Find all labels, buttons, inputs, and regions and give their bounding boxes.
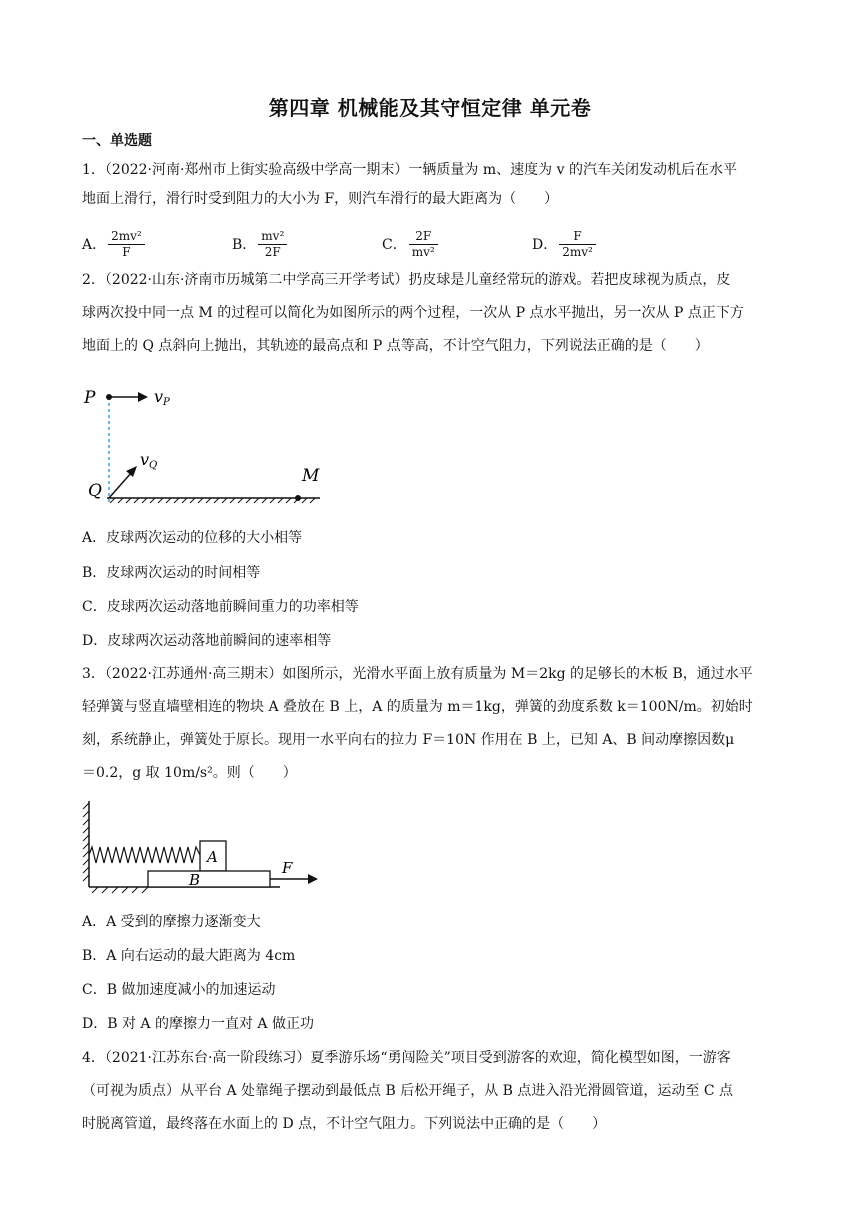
spring (89, 847, 200, 863)
q2-line-3: 地面上的 Q 点斜向上抛出，其轨迹的最高点和 P 点等高，不计空气阻力，下列说法正确的是（ ） (82, 338, 709, 354)
board-b (148, 871, 270, 887)
q1-option-c[interactable]: C． $\frac{2F}{\text{mv²}}$ (382, 224, 438, 264)
q3-line-4: ＝0.2，g 取 10m/s²。则（ ） (82, 765, 297, 781)
q3-line-2: 轻弹簧与竖直墙壁相连的物块 A 叠放在 B 上，A 的质量为 m＝1kg，弹簧的劲度系数 k＝100N/m。初始时 (82, 699, 753, 715)
label-vp: vP (154, 387, 170, 408)
wall-hatch (83, 803, 89, 881)
label-f: F (282, 859, 293, 877)
q3-option-d[interactable]: D．B 对 A 的摩擦力一直对 A 做正功 (82, 1016, 314, 1032)
vp-arrowhead (138, 392, 148, 402)
q1-option-d[interactable]: D． $\frac{F}{\text{2mv²}}$ (532, 224, 596, 264)
fraction: $\frac{2F}{\text{mv²}}$ (409, 229, 438, 260)
q2-option-c[interactable]: C．皮球两次运动落地前瞬间重力的功率相等 (82, 599, 359, 615)
label-q: Q (88, 481, 102, 501)
q1-option-b[interactable]: B． $\frac{\text{mv²}}{2F}$ (232, 224, 287, 264)
label-vq: vQ (140, 450, 158, 471)
fraction: $\frac{\text{mv²}}{2F}$ (258, 229, 287, 260)
q3-option-a[interactable]: A．A 受到的摩擦力逐渐变大 (82, 914, 261, 930)
page-title: 第四章 机械能及其守恒定律 单元卷 (268, 96, 592, 120)
q3-line-3: 刻，系统静止，弹簧处于原长。现用一水平向右的拉力 F＝10N 作用在 B 上，已知 A、B 间动摩擦因数μ (82, 732, 735, 748)
floor-hatch (92, 887, 148, 893)
fraction: $\frac{F}{\text{2mv²}}$ (559, 229, 596, 260)
q1-options (82, 224, 782, 264)
q4-line-2: （可视为质点）从平台 A 处靠绳子摆动到最低点 B 后松开绳子，从 B 点进入沿光滑圆管道，运动至 C 点 (82, 1083, 733, 1099)
q3-line-1: 3．（2022·江苏通州·高三期末）如图所示，光滑水平面上放有质量为 M＝2kg 的足够长的木板 B，通过水平 (82, 666, 753, 682)
vq-arrowhead (126, 466, 137, 477)
q3-option-c[interactable]: C．B 做加速度减小的加速运动 (82, 982, 276, 998)
q2-option-d[interactable]: D．皮球两次运动落地前瞬间的速率相等 (82, 633, 332, 649)
label-a: A (207, 848, 218, 866)
q3-figure (80, 795, 340, 895)
q3-option-b[interactable]: B．A 向右运动的最大距离为 4cm (82, 948, 296, 964)
vq-arrow (109, 472, 132, 498)
q2-figure (80, 355, 340, 515)
q2-line-1: 2．（2022·山东·济南市历城第二中学高三开学考试）扔皮球是儿童经常玩的游戏。若把皮球视为质点，皮 (82, 272, 731, 288)
q4-line-3: 时脱离管道，最终落在水面上的 D 点，不计空气阻力。下列说法中正确的是（ ） (82, 1116, 607, 1132)
q1-line-1: 1．（2022·河南·郑州市上街实验高级中学高一期末）一辆质量为 m、速度为 v 的汽车关闭发动机后在水平 (82, 162, 737, 178)
q2-line-2: 球两次投中同一点 M 的过程可以简化为如图所示的两个过程，一次从 P 点水平抛出，另一次从 P 点正下方 (82, 305, 744, 321)
label-b: B (189, 871, 201, 889)
label-p: P (84, 388, 96, 408)
force-arrowhead (308, 874, 318, 884)
label-m: M (302, 466, 320, 486)
q1-line-2: 地面上滑行，滑行时受到阻力的大小为 F，则汽车滑行的最大距离为（ ） (82, 191, 559, 207)
fraction: $\frac{\text{2mv²}}{F}$ (108, 229, 145, 260)
q2-option-a[interactable]: A．皮球两次运动的位移的大小相等 (82, 530, 303, 546)
section-heading: 一、单选题 (82, 133, 152, 149)
point-m (295, 495, 301, 501)
label-vp-text: v (154, 387, 164, 406)
q1-option-a[interactable]: A． $\frac{\text{2mv²}}{F}$ (82, 224, 145, 264)
q2-option-b[interactable]: B．皮球两次运动的时间相等 (82, 565, 261, 581)
q4-line-1: 4．（2021·江苏东台·高一阶段练习）夏季游乐场“勇闯险关”项目受到游客的欢迎，简化模型如图，一游客 (82, 1050, 731, 1066)
